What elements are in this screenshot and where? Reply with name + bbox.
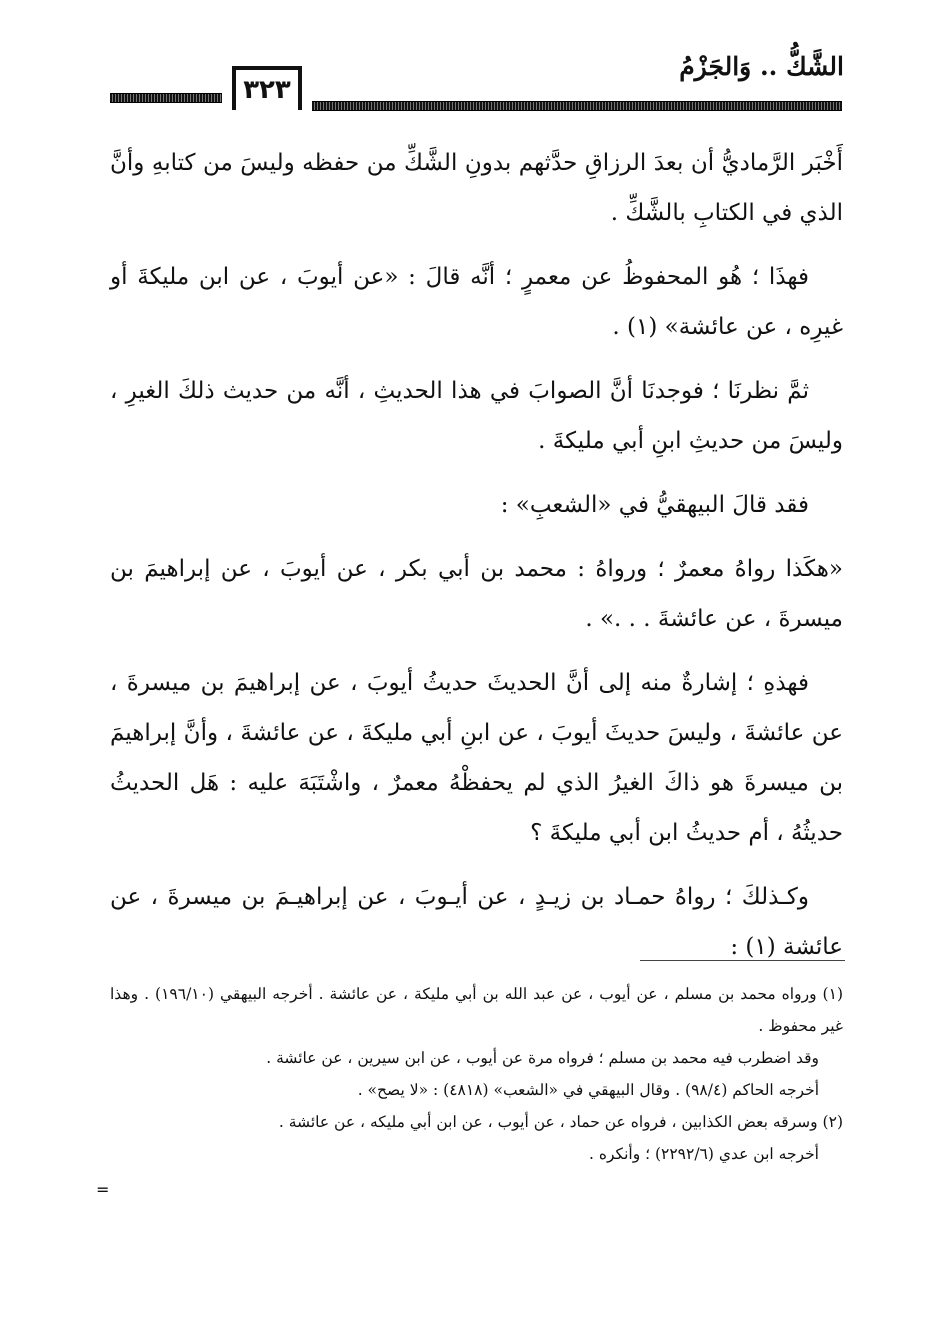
paragraph: فقد قالَ البيهقيُّ في «الشعبِ» : xyxy=(500,492,809,518)
footnotes xyxy=(110,978,843,1170)
paragraph: فهذهِ ؛ إشارةٌ منه إلى أنَّ الحديثَ حديثُ أيوبَ ، عن إبراهيمَ بن ميسرةَ ، عن عائشةَ ، وليسَ حديثَ أيوبَ ، عن ابنِ أبي مليكةَ ، عن عائشةَ ، وأنَّ إبراهيمَ بن ميسرةَ هو ذاكَ الغيرُ الذي لم يحفظْهُ معمرٌ ، واشْتَبَهَ عليه : هَل الحديثُ حديثُهُ ، أم حديثُ ابن أبي مليكةَ ؟ xyxy=(110,670,843,846)
paragraph: ثمَّ نظرنَا ؛ فوجدنَا أنَّ الصوابَ في هذا الحديثِ ، أنَّه من حديث ذلكَ الغيرِ ، وليسَ من حديثِ ابنِ أبي مليكةَ . xyxy=(110,378,843,454)
running-header-title: الشَّكُّ .. وَالجَزْمُ xyxy=(679,52,844,81)
footnote: (٢) وسرقه بعض الكذابين ، فرواه عن حماد ، عن أيوب ، عن ابن أبي مليكه ، عن عائشة . xyxy=(278,1113,843,1131)
paragraph: فهذَا ؛ هُو المحفوظُ عن معمرٍ ؛ أنَّه قالَ : «عن أيوبَ ، عن ابن مليكةَ أو غيرِه ، عن عائشة» (١) . xyxy=(110,264,843,340)
paragraph: وكـذلكَ ؛ رواهُ حمـاد بن زيـدٍ ، عن أيـوبَ ، عن إبراهيـمَ بن ميسرةَ ، عن عائشة (١) : xyxy=(110,884,843,960)
page-number: ٣٢٣ xyxy=(232,66,302,110)
footnote: أخرجه الحاكم (٩٨/٤) . وقال البيهقي في «الشعب» (٤٨١٨) : «لا يصح» . xyxy=(357,1081,819,1099)
header-rule-right xyxy=(312,101,842,111)
header-rule-left xyxy=(110,93,222,103)
footnote-divider xyxy=(640,960,845,961)
paragraph: «هكَذا رواهُ معمرٌ ؛ ورواهُ : محمد بن أبي بكر ، عن أيوبَ ، عن إبراهيمَ بن ميسرةَ ، عن عائشةَ . . .» . xyxy=(110,556,843,632)
paragraph: أَخْبَر الرَّماديُّ أن بعدَ الرزاقِ حدَّثهم بدونِ الشَّكِّ من حفظه وليسَ من كتابهِ وأنَّ الذي في الكتابِ بالشَّكِّ . xyxy=(110,150,843,226)
continuation-mark: = xyxy=(96,1180,110,1199)
footnote: أخرجه ابن عدي (٢٢٩٢/٦) ؛ وأنكره . xyxy=(589,1145,819,1163)
main-text xyxy=(110,138,843,986)
footnote: (١) ورواه محمد بن مسلم ، عن أيوب ، عن عبد الله بن أبي مليكة ، عن عائشة . أخرجه البيهقي (١٩٦/١٠) . وهذا غير محفوظ . xyxy=(110,985,843,1035)
footnote: وقد اضطرب فيه محمد بن مسلم ؛ فرواه مرة عن أيوب ، عن ابن سيرين ، عن عائشة . xyxy=(266,1049,819,1067)
